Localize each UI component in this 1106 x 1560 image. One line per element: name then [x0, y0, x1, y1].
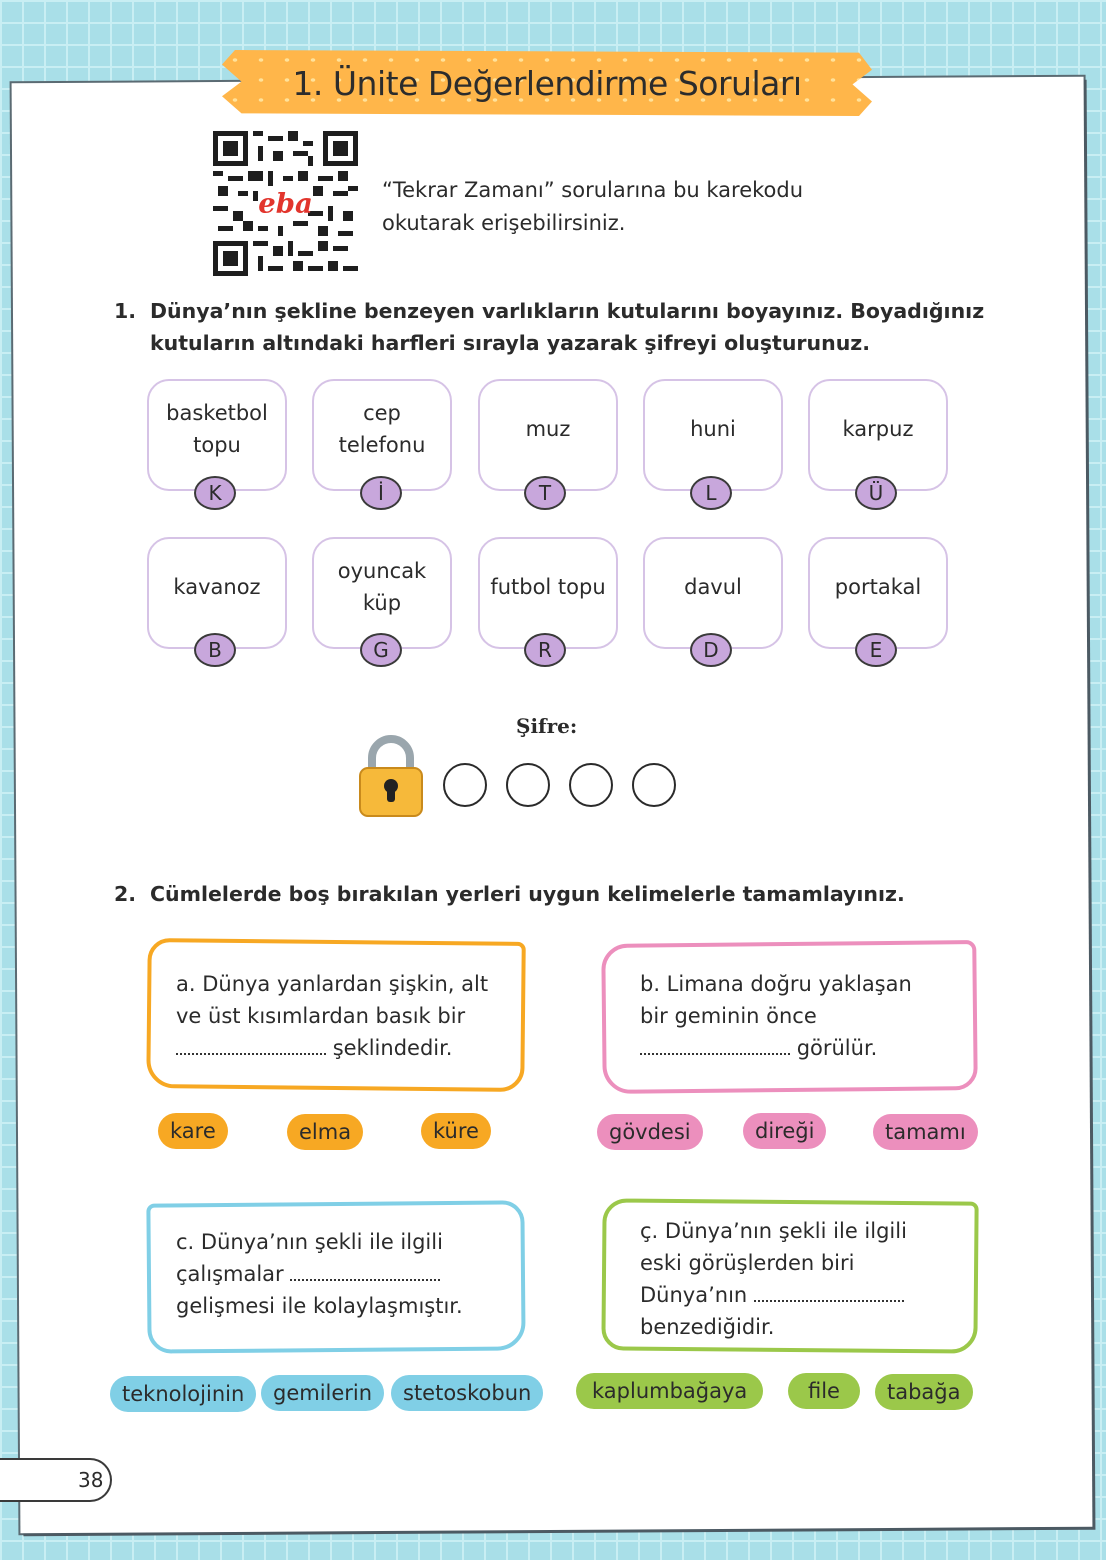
sentence-a: a. Dünya yanlardan şişkin, alt ve üst kısımlardan basık bir şeklindedir. — [176, 972, 489, 1060]
letter-badge: E — [855, 633, 897, 667]
item-box[interactable]: muz — [478, 379, 618, 491]
option-chip[interactable]: gemilerin — [261, 1375, 384, 1411]
letter-badge: B — [194, 633, 236, 667]
option-chip[interactable]: file — [788, 1373, 860, 1409]
item-box[interactable]: futbol topu — [478, 537, 618, 649]
item-box[interactable]: portakal — [808, 537, 948, 649]
letter-badge: G — [360, 633, 402, 667]
eba-logo-text: eba — [258, 187, 313, 220]
item-box[interactable]: cep telefonu — [312, 379, 452, 491]
option-chip[interactable]: kaplumbağaya — [576, 1373, 763, 1409]
option-chip[interactable]: kare — [158, 1113, 228, 1149]
letter-badge: K — [194, 476, 236, 510]
qr-code — [213, 131, 358, 276]
letter-badge: L — [690, 476, 732, 510]
item-box[interactable]: basketbol topu — [147, 379, 287, 491]
blank-b[interactable] — [640, 1045, 790, 1055]
option-chip[interactable]: direği — [743, 1113, 826, 1149]
page-number: 38 — [78, 1468, 104, 1492]
letter-badge: İ — [360, 476, 402, 510]
item-box[interactable]: karpuz — [808, 379, 948, 491]
password-label: Şifre: — [516, 714, 578, 738]
letter-badge: Ü — [855, 476, 897, 510]
sentence-b: b. Limana doğru yaklaşan bir geminin önce görülür. — [640, 972, 912, 1060]
item-box[interactable]: oyuncak küp — [312, 537, 452, 649]
blank-d[interactable] — [754, 1292, 904, 1302]
option-chip[interactable]: elma — [287, 1114, 363, 1150]
option-chip[interactable]: küre — [421, 1113, 491, 1149]
option-chip[interactable]: tabağa — [875, 1374, 973, 1410]
item-box[interactable]: davul — [643, 537, 783, 649]
sentence-d: ç. Dünya’nın şekli ile ilgili eski görüşlerden biri Dünya’nın benzediğidir. — [640, 1219, 907, 1339]
letter-badge: D — [690, 633, 732, 667]
letter-badge: T — [524, 476, 566, 510]
option-chip[interactable]: stetoskobun — [391, 1375, 543, 1411]
item-box[interactable]: kavanoz — [147, 537, 287, 649]
sentence-c: c. Dünya’nın şekli ile ilgili çalışmalar gelişmesi ile kolaylaşmıştır. — [176, 1230, 463, 1318]
option-chip[interactable]: teknolojinin — [110, 1376, 256, 1412]
password-slot-2[interactable] — [506, 763, 550, 807]
blank-c[interactable] — [290, 1271, 440, 1281]
item-box[interactable]: huni — [643, 379, 783, 491]
password-slot-1[interactable] — [443, 763, 487, 807]
page-title: 1. Ünite Değerlendirme Soruları — [292, 64, 802, 103]
letter-badge: R — [524, 633, 566, 667]
option-chip[interactable]: tamamı — [873, 1114, 978, 1150]
padlock-icon — [356, 732, 426, 820]
blank-a[interactable] — [176, 1045, 326, 1055]
qr-instructions: “Tekrar Zamanı” sorularına bu karekodu okutarak erişebilirsiniz. — [382, 178, 804, 235]
password-slot-4[interactable] — [632, 763, 676, 807]
option-chip[interactable]: gövdesi — [597, 1114, 703, 1150]
password-slot-3[interactable] — [569, 763, 613, 807]
